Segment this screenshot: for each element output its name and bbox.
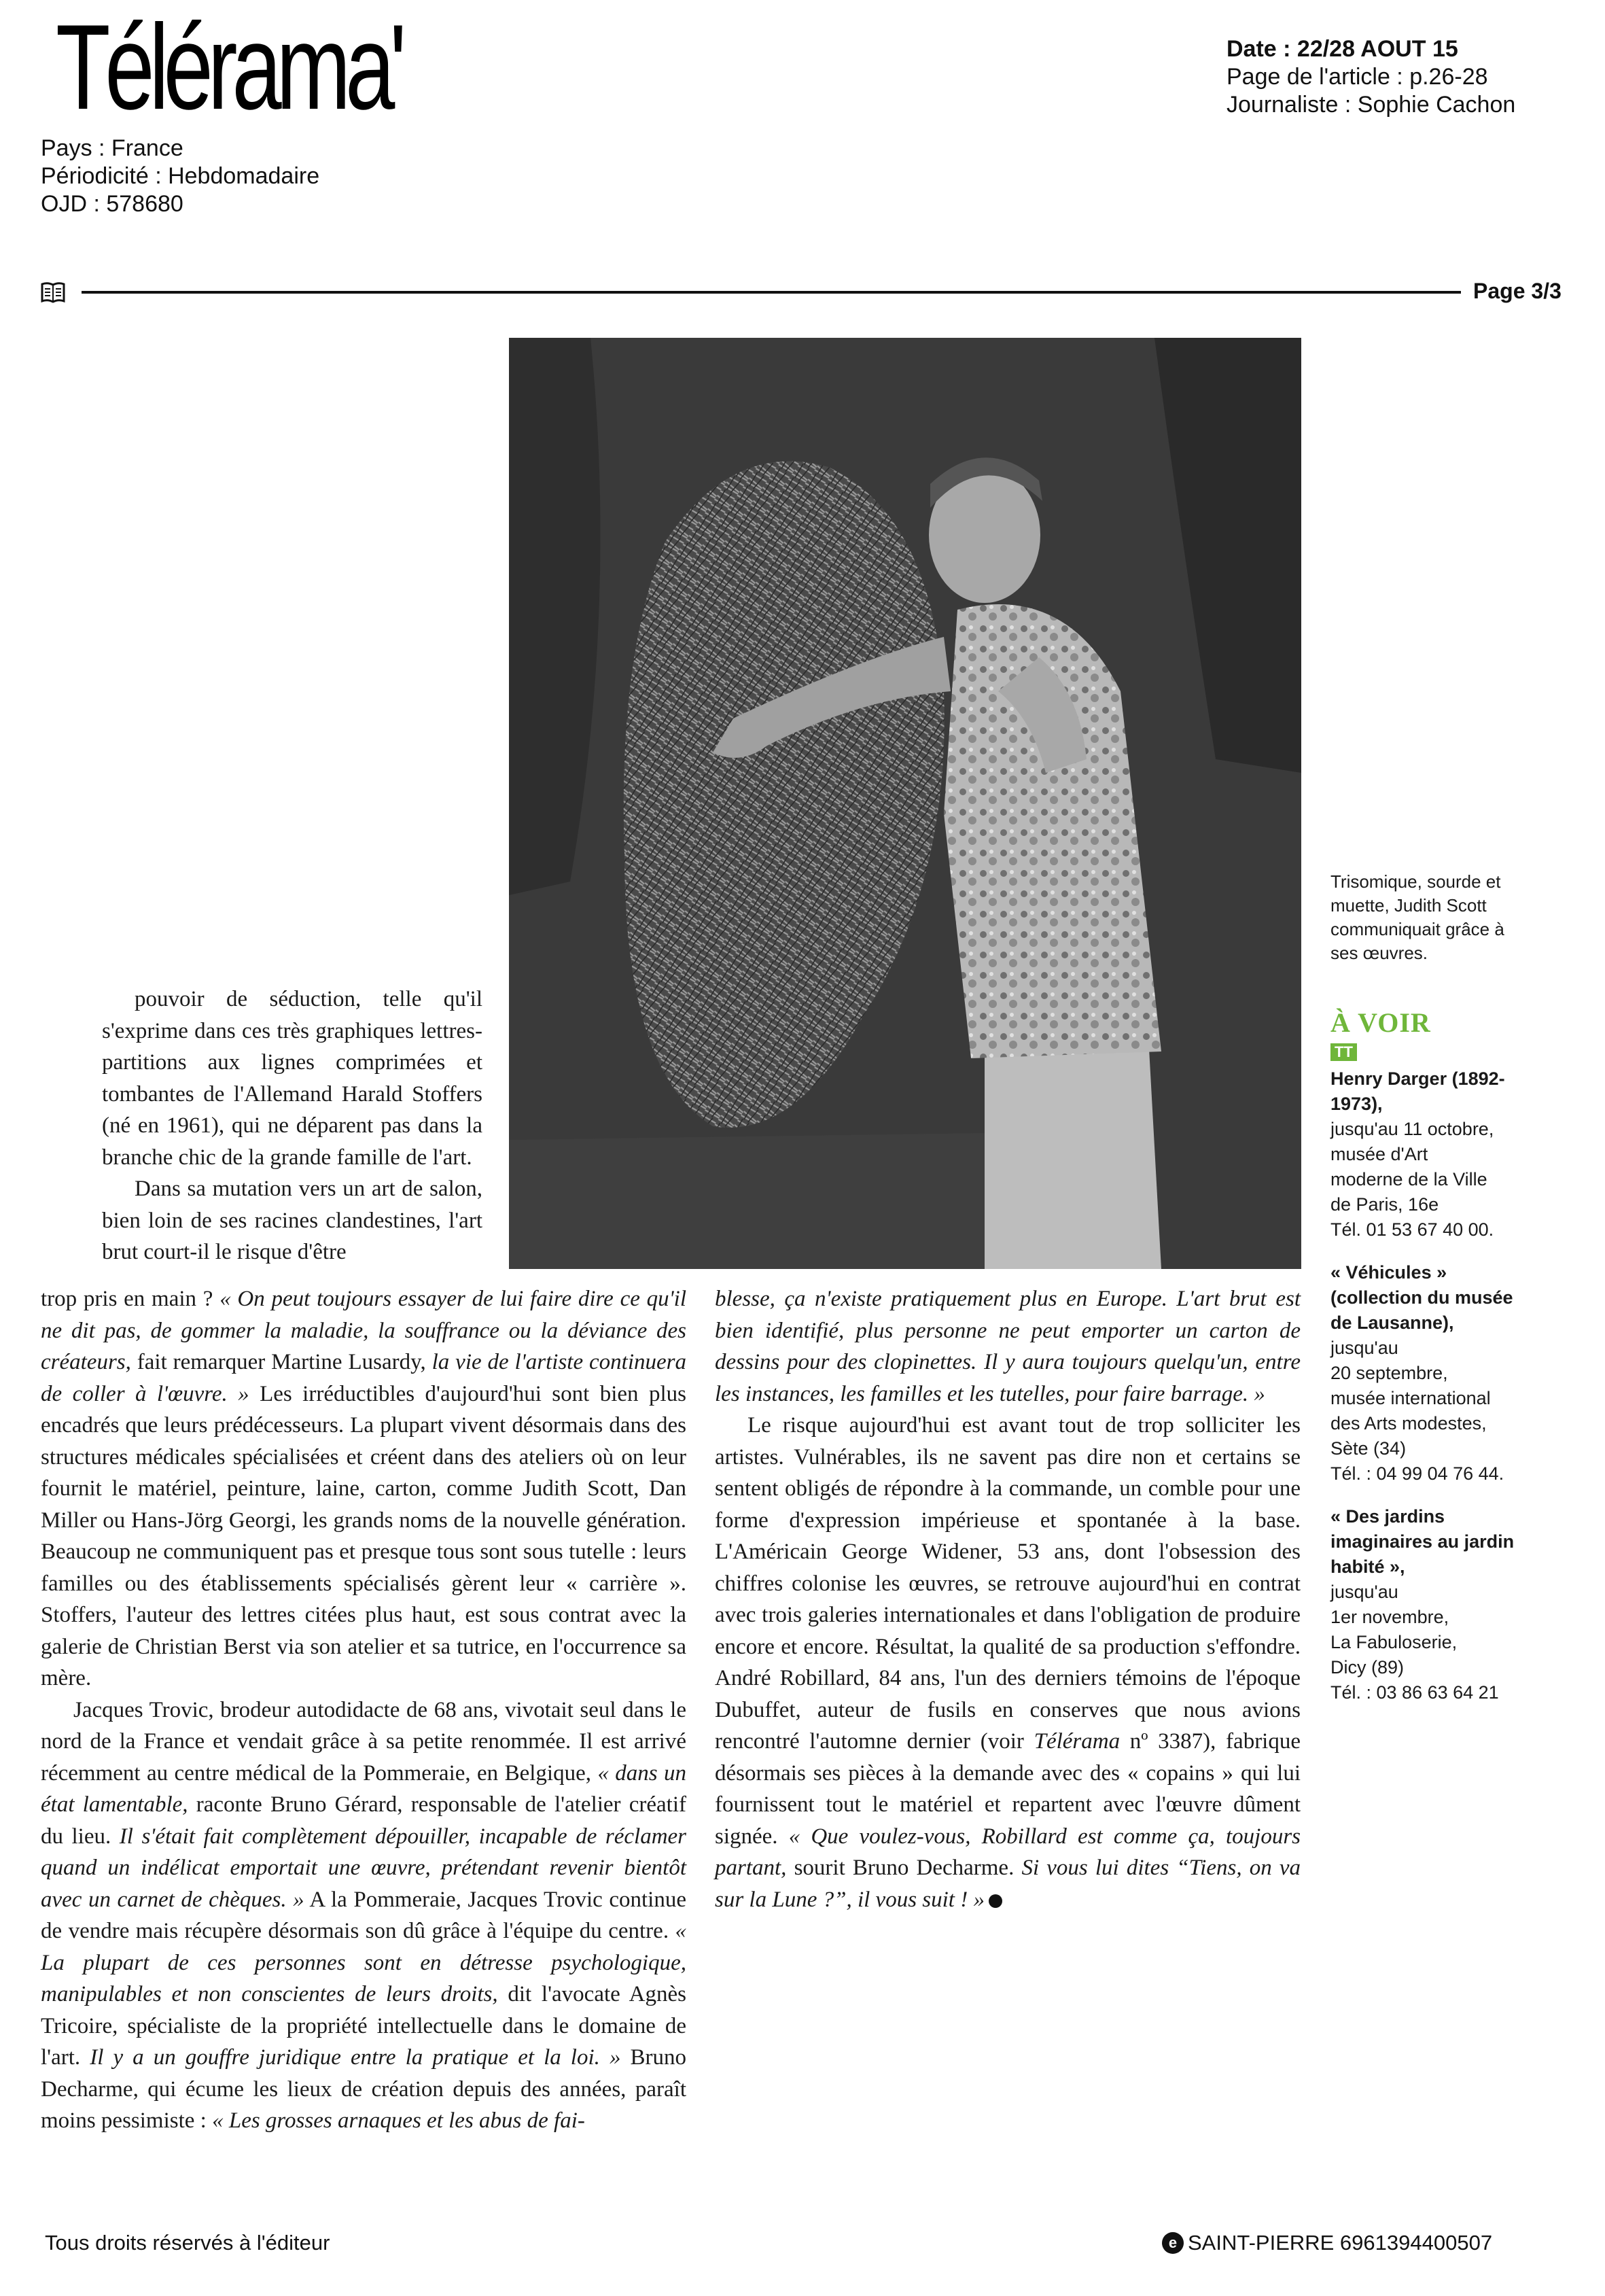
exhibition-detail: Tél. : 03 86 63 64 21: [1330, 1682, 1499, 1703]
photo-caption: Trisomique, sourde et muette, Judith Scott communiquait grâce à ses œuvres.: [1330, 871, 1504, 963]
rating-badge: TT: [1330, 1043, 1357, 1061]
rights-notice: Tous droits réservés à l'éditeur: [45, 2231, 330, 2255]
exhibition-detail: des Arts modestes,: [1330, 1413, 1487, 1433]
text-run: Jacques Trovic, brodeur autodidacte de 68 ans, vivotait seul dans le nord de la France et vendait grâce à sa petite renommée. Il est arrivé récemment au centre médical de la Pommeraie, en Belgique,: [41, 1697, 686, 1786]
text-run: fait remarquer Martine Lusardy,: [130, 1350, 432, 1374]
photo-illustration: [509, 338, 1301, 1269]
text-run: nº 3387), fabrique désormais ses pièces à la demande avec des « copains » qui lui fournissent tout le matériel et repartent avec l'œuvre dûment signée.: [715, 1729, 1301, 1849]
exhibition-detail: de Paris, 16e: [1330, 1194, 1439, 1215]
exhibition-detail: jusqu'au: [1330, 1582, 1398, 1602]
exhibition-detail: musée d'Art: [1330, 1144, 1428, 1164]
article-photo: [509, 338, 1301, 1269]
paragraph: [715, 1283, 1301, 1410]
quote: « Que voulez-vous, Robillard est comme ça, toujours partant,: [715, 1824, 1301, 1880]
article-column-left: [41, 1283, 686, 2137]
exhibition-detail: jusqu'au: [1330, 1338, 1398, 1358]
exhibition-title: Henry Darger (1892-1973),: [1330, 1068, 1505, 1114]
journaliste-line: Journaliste : Sophie Cachon: [1227, 92, 1516, 118]
a-voir-heading: À VOIR: [1330, 1007, 1431, 1038]
quote: « dans un état lamentable,: [41, 1760, 686, 1817]
quote: blesse, ça n'existe pratiquement plus en Europe. L'art brut est bien identifié, plus personne ne peut emporter un carton de dessins pour des clopinettes. Il y aura toujours quelqu'un, entre les instances, les familles et les tutelles, pour faire barrage. »: [715, 1287, 1301, 1406]
text-run: A la Pommeraie, Jacques Trovic continue de vendre mais récupère désormais son dû grâce à l'équipe du centre.: [41, 1887, 686, 1943]
end-mark-icon: [989, 1894, 1002, 1908]
quote: « La plupart de ces personnes sont en détresse psychologique, manipulables et non conscientes de leurs droits,: [41, 1919, 686, 2006]
text-run: Le risque aujourd'hui est avant tout de trop solliciter les artistes. Vulnérables, ils ne savent pas dire non et certains se sentent obligés de répondre à la commande, un comble pour une forme d'expression impérieuse et spontanée à la base. L'Américain George Widener, 53 ans, dont l'obsession des chiffres colonise les œuvres, se retrouve aujourd'hui en contrat avec trois galeries internationales et dans l'obligation de produire encore et encore. Résultat, la qualité de sa production s'effondre. André Robillard, 84 ans, l'un des derniers témoins de l'époque Dubuffet, auteur de fusils en conserves que nous avions rencontré l'automne dernier (voir: [715, 1413, 1301, 1754]
paragraph: [41, 1694, 686, 2137]
exhibition-detail: musée international: [1330, 1388, 1491, 1408]
paragraph: [715, 1410, 1301, 1915]
paragraph: pouvoir de séduction, telle qu'il s'exprime dans ces très graphiques lettres-partitions aux lignes comprimées et tombantes de l'Allemand Harald Stoffers (né en 1961), qui ne déparent pas dans la branche chic de la grande famille de l'art.: [102, 987, 482, 1170]
document-icon: [41, 281, 65, 303]
document-reference: [1162, 2231, 1492, 2255]
a-voir-sidebar: [1330, 1007, 1534, 1723]
exhibition-title: « Des jardins imaginaires au jardin habité »,: [1330, 1506, 1515, 1577]
telerama-logo: Télérama': [56, 0, 402, 135]
exhibition-title: « Véhicules » (collection du musée de Lausanne),: [1330, 1262, 1513, 1333]
quote: la vie de l'artiste continuera de coller à l'œuvre. »: [41, 1350, 686, 1406]
periodicite-line: Périodicité : Hebdomadaire: [41, 163, 320, 189]
exhibition-detail: Dicy (89): [1330, 1657, 1405, 1677]
exhibition-detail: La Fabuloserie,: [1330, 1632, 1458, 1652]
text-run: Bruno Decharme, qui écume les lieux de création depuis des années, paraît moins pessimiste :: [41, 2045, 687, 2133]
exhibition-detail: Tél. : 04 99 04 76 44.: [1330, 1463, 1504, 1484]
exhibition-item: [1330, 1066, 1534, 1242]
magazine-title: Télérama: [1034, 1729, 1121, 1754]
article-column-right: [715, 1283, 1301, 1915]
exhibition-detail: Sète (34): [1330, 1438, 1407, 1459]
paragraph: [41, 1283, 686, 1694]
text-run: raconte Bruno Gérard, responsable de l'atelier créatif du lieu.: [41, 1792, 686, 1849]
ojd-line: OJD : 578680: [41, 191, 183, 217]
exhibition-detail: Tél. 01 53 67 40 00.: [1330, 1219, 1494, 1240]
quote: Si vous lui dites “Tiens, on va sur la Lune ?”, il vous suit ! »: [715, 1856, 1301, 1912]
quote: « Les grosses arnaques et les abus de fai-: [212, 2108, 585, 2133]
text-run: sourit Bruno Decharme.: [786, 1856, 1022, 1880]
quote: « On peut toujours essayer de lui faire dire ce qu'il ne dit pas, de gommer la maladie, la souffrance ou la déviance des créateurs,: [41, 1287, 687, 1374]
article-meta: [1227, 35, 1580, 119]
exhibition-item: [1330, 1504, 1534, 1705]
pays-line: Pays : France: [41, 135, 183, 161]
reference-number: SAINT-PIERRE 6961394400507: [1188, 2231, 1493, 2255]
page-article-line: Page de l'article : p.26-28: [1227, 64, 1488, 90]
source-logo-icon: e: [1162, 2232, 1184, 2254]
paragraph: Dans sa mutation vers un art de salon, bien loin de ses racines clandestines, l'art brut court-il le risque d'être: [102, 1177, 482, 1264]
publication-meta: [41, 135, 448, 218]
exhibition-detail: 20 septembre,: [1330, 1363, 1448, 1383]
exhibition-detail: jusqu'au 11 octobre,: [1330, 1119, 1494, 1139]
text-run: dit l'avocate Agnès Tricoire, spécialiste de la propriété intellectuelle dans le domaine de l'art.: [41, 1982, 686, 2070]
text-run: Les irréductibles d'aujourd'hui sont bien plus encadrés que leurs prédécesseurs. La plupart vivent désormais dans des structures médicales spécialisées et créent dans des ateliers où on leur fournit le matériel, peinture, laine, carton, comme Judith Scott, Dan Miller ou Hans-Jörg Georgi, les grands noms de la nouvelle génération. Beaucoup ne communiquent pas et presque tous sont sous tutelle : leurs familles ou des établissements spécialisés gèrent leur « carrière ». Stoffers, l'auteur des lettres citées plus haut, est sous contrat avec la galerie de Christian Berst via son atelier et sa tutrice, en l'occurrence sa mère.: [41, 1381, 686, 1690]
date-line: Date : 22/28 AOUT 15: [1227, 36, 1458, 62]
page-indicator: Page 3/3: [1473, 279, 1562, 303]
article-column-left-top: [102, 984, 482, 1268]
header-rule: [82, 291, 1461, 294]
text-run: trop pris en main ?: [41, 1287, 220, 1311]
quote: Il y a un gouffre juridique entre la pratique et la loi. »: [90, 2045, 621, 2070]
exhibition-detail: 1er novembre,: [1330, 1607, 1449, 1627]
quote: Il s'était fait complètement dépouiller, incapable de réclamer quand un indélicat emportait une œuvre, prétendant revenir bientôt avec un carnet de chèques. »: [41, 1824, 687, 1912]
exhibition-detail: moderne de la Ville: [1330, 1169, 1487, 1189]
exhibition-item: [1330, 1260, 1534, 1486]
